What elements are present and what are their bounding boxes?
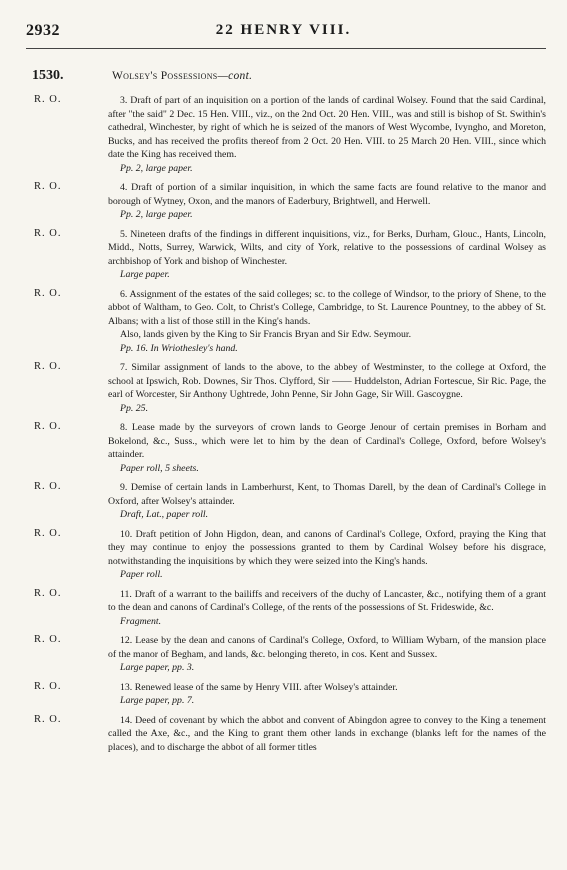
document-entry (26, 361, 546, 415)
entry-note: Pp. 16. In Wriothesley's hand. (120, 342, 238, 354)
document-entry (26, 228, 546, 282)
document-entry (26, 421, 546, 475)
entry-text: 9. Demise of certain lands in Lamberhurst, Kent, to Thomas Darell, by the dean of Cardinal's College in Oxford, after Wolsey's attainder. (108, 482, 546, 507)
entry-text: 4. Draft of portion of a similar inquisition, in which the same facts are found relative to the manor and borough of Wytney, Oxon, and the manors of Eaderbury, Brightwell, and Herwell. (108, 182, 546, 207)
page-header (0, 22, 567, 42)
source-marker: R. O. (34, 680, 62, 692)
page-number: 2932 (26, 22, 60, 39)
entry-text: 11. Draft of a warrant to the bailiffs and receivers of the duchy of Lancaster, &c., notifying them of a grant to the dean and canons of Cardinal's College, of the rents of the possessions of St. Frideswide, &c. (108, 588, 546, 613)
source-marker: R. O. (34, 361, 62, 372)
source-marker: R. O. (34, 94, 62, 105)
header-rule (26, 48, 546, 49)
section-heading (112, 70, 252, 82)
source-marker: R. O. (34, 287, 62, 299)
entry-text: 10. Draft petition of John Higdon, dean, and canons of Cardinal's College, Oxford, praying the King that they may continue to enjoy the possessions granted to them by Cardinal Wolsey before his disgrace, notwithstanding the inquisitions by which they were seized into the King's hands. (108, 528, 546, 567)
entry-note: Pp. 2, large paper. (120, 162, 193, 174)
entry-text: 8. Lease made by the surveyors of crown lands to George Jenour of certain premises in Borham and Bokelond, &c., Suss., which were let to him by the dean of Cardinal's College, Oxford, before Wolsey's attainder. (108, 422, 546, 460)
entry-note: Pp. 2, large paper. (120, 209, 193, 220)
source-marker: R. O. (34, 481, 62, 492)
section-heading-suffix: —cont. (217, 70, 253, 82)
section-heading-title: Wolsey's Possessions (112, 70, 218, 82)
entry-note: Paper roll. (120, 569, 163, 580)
document-entry (26, 94, 546, 175)
entry-text: 12. Lease by the dean and canons of Cardinal's College, Oxford, to William Wybarn, of the mansion place of the manor of Begham, and lands, &c. belonging thereto, in cos. Kent and Sussex. (108, 635, 546, 660)
document-entry (26, 681, 546, 708)
entry-text: 5. Nineteen drafts of the findings in different inquisitions, viz., for Berks, Durham, Glouc., Hants, Lincoln, Midd., Notts, Surrey, Warwick, Wilts, and city of York, relative to the possessions of cardinal Wolsey as archbishop of York and bishop of Winchester. (108, 228, 546, 267)
entry-text: 7. Similar assignment of lands to the above, to the abbey of Westminster, to the college at Oxford, the school at Ipswich, Rob. Downes, Sir Thos. Clyfford, Sir —— Huddelston, Adrian Fortescue, Sir Ric. Page, the earl of Worcester, Sir Anthony Ughtrede, John Penne, Sir John Gage, Sir Will. Gascoygne. (108, 362, 546, 400)
document-entry (26, 288, 546, 356)
source-marker: R. O. (34, 713, 62, 725)
source-marker: R. O. (34, 181, 62, 192)
document-entry (26, 588, 546, 629)
entry-extra-text: Also, lands given by the King to Sir Francis Bryan and Sir Edw. Seymour. (120, 329, 412, 340)
entry-note: Large paper, pp. 3. (120, 662, 195, 673)
entry-text: 6. Assignment of the estates of the said colleges; sc. to the college of Windsor, to the priory of Shene, to the abbot of Waltham, to Geo. Colt, to Christ's College, Cambridge, to St. Laurence Pountney, to the abbey of St. Albans; with a list of those still in the King's hands. (108, 288, 546, 327)
document-entry (26, 181, 546, 222)
source-marker: R. O. (34, 634, 62, 645)
document-entry (26, 528, 546, 582)
entry-note: Pp. 25. (120, 402, 149, 414)
entry-note: Fragment. (120, 615, 162, 627)
document-entry (26, 634, 546, 675)
entry-text: 14. Deed of covenant by which the abbot and convent of Abingdon agree to convey to the King a tenement called the Axe, &c., and the King to grant them other lands in exchange (blanks left for the names of the places), and to discharge the abbot of all former titles (108, 714, 546, 753)
year-marker: 1530. (32, 68, 64, 83)
running-title: 22 HENRY VIII. (215, 22, 352, 38)
entries-list (26, 94, 546, 760)
entry-text: 3. Draft of part of an inquisition on a portion of the lands of cardinal Wolsey. Found that the said Cardinal, after "the said" 2 Dec. 15 Hen. VIII., viz., on the 2nd Oct. 20 Hen. VIII., was and still is bishop of St. Swithin's cathedral, Winchester, by right of which he is seized of the manors of West Wycombe, Ivyngho, and Moreton, Bucks, and has received the profits thereof from 2 Oct. 20 Hen. VIII. to 25 March 20 Hen. VIII., since which date the King has received them. (108, 95, 546, 160)
entry-note: Paper roll, 5 sheets. (120, 462, 199, 474)
source-marker: R. O. (34, 527, 62, 539)
source-marker: R. O. (34, 227, 62, 239)
document-entry (26, 481, 546, 522)
source-marker: R. O. (34, 421, 62, 432)
entry-note: Draft, Lat., paper roll. (120, 509, 209, 520)
document-entry (26, 714, 546, 755)
entry-text: 13. Renewed lease of the same by Henry VIII. after Wolsey's attainder. (120, 681, 398, 693)
entry-note: Large paper. (120, 269, 170, 280)
entry-note: Large paper, pp. 7. (120, 695, 195, 706)
source-marker: R. O. (34, 587, 62, 599)
